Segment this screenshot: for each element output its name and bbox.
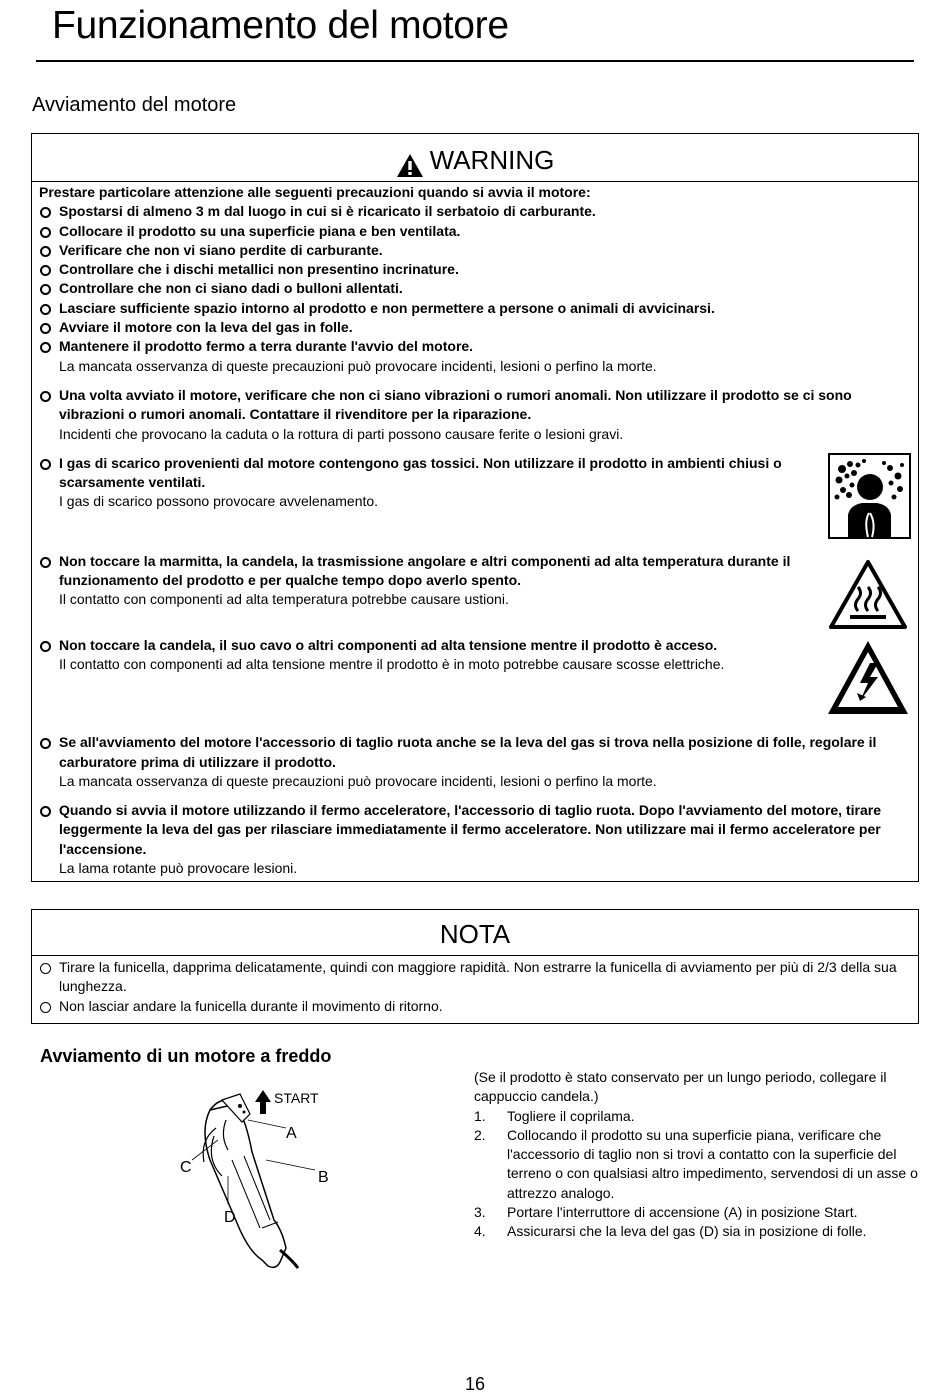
label-b: B (318, 1169, 329, 1186)
list-item: Controllare che non ci siano dadi o bulloni allentati. (39, 279, 911, 298)
bullet-icon (40, 1002, 51, 1013)
warning-triangle-icon (396, 153, 424, 178)
note-header (32, 910, 918, 956)
bullet-icon (40, 391, 51, 402)
warning-paragraph: Non toccare la marmitta, la candela, la trasmissione angolare e altri componenti ad alta temperatura durante il funzionamento del prodotto e per qualche tempo dopo averlo spento. Il contatto con componenti ad alta temperatura potrebbe causare ustioni. (39, 552, 829, 610)
label-c: C (180, 1159, 192, 1176)
label-start: START (274, 1090, 319, 1106)
cold-start-steps (474, 1068, 920, 1242)
bullet-icon (40, 963, 51, 974)
bullet-icon (40, 265, 51, 276)
bullet-icon (40, 806, 51, 817)
warning-paragraph: Quando si avvia il motore utilizzando il fermo acceleratore, l'accessorio di taglio ruota. Dopo l'avviamento del motore, tirare leggermente la leva del gas per rilasciare immediatamente il fermo acceleratore. Non utilizzare mai il fermo acceleratore per l'accensione. La lama rotante può provocare lesioni. (39, 801, 911, 878)
note-title: NOTA (439, 919, 511, 949)
consequence-text: Il contatto con componenti ad alta tensione mentre il prodotto è in moto potrebbe causare scosse elettriche. (59, 655, 725, 672)
label-a: A (286, 1125, 297, 1142)
warning-list (39, 202, 911, 356)
list-item: Tirare la funicella, dapprima delicatamente, quindi con maggiore rapidità. Non estrarre la funicella di avviamento per più di 2/3 della sua lunghezza. (39, 958, 911, 997)
list-item: Collocare il prodotto su una superficie piana e ben ventilata. (39, 222, 911, 241)
title-divider (36, 60, 914, 62)
trimmer-handle-figure (170, 1080, 340, 1270)
consequence-text: La mancata osservanza di queste precauzioni può provocare incidenti, lesioni o perfino la morte. (59, 357, 657, 374)
warning-content (32, 183, 918, 878)
bullet-icon (40, 246, 51, 257)
bullet-icon (40, 304, 51, 315)
bullet-icon (40, 284, 51, 295)
warning-paragraph: I gas di scarico provenienti dal motore contengono gas tossici. Non utilizzare il prodotto in ambienti chiusi o scarsamente ventilati. I gas di scarico possono provocare avvelenamento. (39, 454, 829, 512)
section-heading: Avviamento del motore (32, 94, 237, 116)
step-item: 4. Assicurarsi che la leva del gas (D) sia in posizione di folle. (474, 1223, 867, 1240)
list-item: Spostarsi di almeno 3 m dal luogo in cui si è ricaricato il serbatoio di carburante. (39, 202, 911, 221)
bullet-icon (40, 207, 51, 218)
list-item: Avviare il motore con la leva del gas in folle. (39, 318, 911, 337)
page-title: Funzionamento del motore (52, 4, 509, 47)
note-box (31, 909, 919, 1024)
consequence-text: I gas di scarico possono provocare avvelenamento. (59, 493, 379, 510)
bullet-icon (40, 641, 51, 652)
note-content (32, 956, 918, 1016)
list-item: Mantenere il prodotto fermo a terra durante l'avvio del motore. (39, 337, 911, 356)
step-item: 1. Togliere il coprilama. (474, 1107, 635, 1124)
list-item: Controllare che i dischi metallici non presentino incrinature. (39, 260, 911, 279)
warning-header (32, 134, 918, 182)
consequence-text: Il contatto con componenti ad alta temperatura potrebbe causare ustioni. (59, 591, 509, 608)
warning-paragraph: Se all'avviamento del motore l'accessorio di taglio ruota anche se la leva del gas si trova nella posizione di folle, regolare il carburatore prima di utilizzare il prodotto. La mancata osservanza di queste precauzioni può provocare incidenti, lesioni o perfino la morte. (39, 733, 911, 791)
hot-surface-icon (828, 559, 908, 631)
warning-paragraph: Non toccare la candela, il suo cavo o altri componenti ad alta tensione mentre il prodotto è acceso. Il contatto con componenti ad alta tensione mentre il prodotto è in moto potrebbe causare scosse elettriche. (39, 636, 829, 675)
warning-paragraph: Una volta avviato il motore, verificare che non ci siano vibrazioni o rumori anomali. Non utilizzare il prodotto se ci sono vibrazioni o rumori anomali. Contattare il rivenditore per la riparazione. Incidenti che provocano la caduta o la rottura di parti possono causare ferite o lesioni gravi. (39, 386, 911, 444)
step-item: 3. Portare l'interruttore di accensione (A) in posizione Start. (474, 1204, 858, 1221)
bullet-icon (40, 459, 51, 470)
consequence-text: La lama rotante può provocare lesioni. (59, 860, 298, 877)
steps-intro: (Se il prodotto è stato conservato per un lungo periodo, collegare il cappuccio candela.) (474, 1069, 887, 1105)
label-d: D (224, 1209, 236, 1226)
consequence-text: Incidenti che provocano la caduta o la rottura di parti possono causare ferite o lesioni gravi. (59, 425, 624, 442)
list-item: Lasciare sufficiente spazio intorno al prodotto e non permettere a persone o animali di avvicinarsi. (39, 299, 911, 318)
bullet-icon (40, 227, 51, 238)
warning-title: WARNING (429, 145, 555, 175)
list-item: Non lasciar andare la funicella durante il movimento di ritorno. (39, 997, 911, 1016)
page-number: 16 (464, 1374, 486, 1392)
list-item: Verificare che non vi siano perdite di carburante. (39, 241, 911, 260)
bullet-icon (40, 342, 51, 353)
note-list (39, 958, 911, 1016)
bullet-icon (40, 738, 51, 749)
warning-intro: Prestare particolare attenzione alle seguenti precauzioni quando si avvia il motore: (39, 184, 591, 200)
cold-start-heading: Avviamento di un motore a freddo (40, 1046, 332, 1066)
warning-box (31, 133, 919, 882)
high-voltage-icon (826, 639, 910, 717)
bullet-icon (40, 323, 51, 334)
consequence-text: La mancata osservanza di queste precauzioni può provocare incidenti, lesioni o perfino la morte. (59, 772, 657, 789)
toxic-gas-icon (828, 453, 911, 539)
step-item: 2. Collocando il prodotto su una superficie piana, verificare che l'accessorio di taglio non si trovi a contatto con la superficie del terreno o con qualsiasi altro impedimento, servendosi di un asse o attrezzo analogo. (474, 1126, 918, 1201)
bullet-icon (40, 557, 51, 568)
